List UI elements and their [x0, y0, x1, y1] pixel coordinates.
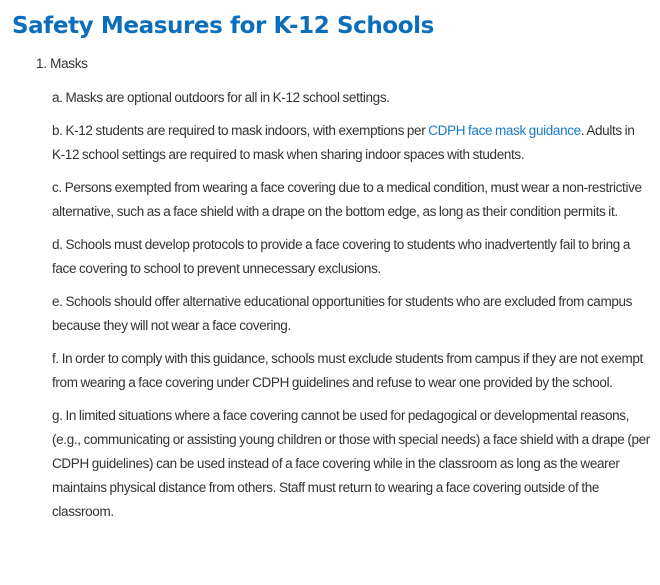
sub-item-b-text-after: . Adults in K-12 school settings are required to mask when sharing indoor spaces with students. [52, 123, 635, 162]
list-label: Masks [50, 56, 88, 71]
sub-item-a: a. Masks are optional outdoors for all in K-12 school settings. [52, 90, 390, 105]
sub-item-e: e. Schools should offer alternative educational opportunities for students who are excluded from campus because they will not wear a face covering. [52, 294, 633, 333]
sub-item-c: c. Persons exempted from wearing a face covering due to a medical condition, must wear a non-restrictive alternative, such as a face shield with a drape on the bottom edge, as long as their condition permits it. [52, 180, 642, 219]
list-number: 1. [36, 56, 47, 71]
page-title: Safety Measures for K-12 Schools [12, 13, 434, 39]
sub-item-g: g. In limited situations where a face covering cannot be used for pedagogical or developmental reasons, (e.g., communicating or assisting young children or those with special needs) a face shield with a drape (per CDPH guidelines) can be used instead of a face covering while in the classroom as long as the wearer maintains physical distance from others. Staff must return to wearing a face covering outside of the classroom. [52, 408, 650, 519]
masks-sublist [36, 86, 660, 524]
sub-item-b [52, 119, 650, 167]
list-item-masks [12, 52, 660, 524]
cdph-face-mask-guidance-link[interactable]: CDPH face mask guidance [428, 123, 581, 138]
sub-item-b-text-before: b. K-12 students are required to mask indoors, with exemptions per [52, 123, 429, 138]
sub-item-d: d. Schools must develop protocols to provide a face covering to students who inadvertently fail to bring a face covering to school to prevent unnecessary exclusions. [52, 237, 631, 276]
sub-item-f: f. In order to comply with this guidance, schools must exclude students from campus if they are not exempt from wearing a face covering under CDPH guidelines and refuse to wear one provided by the school. [52, 351, 643, 390]
